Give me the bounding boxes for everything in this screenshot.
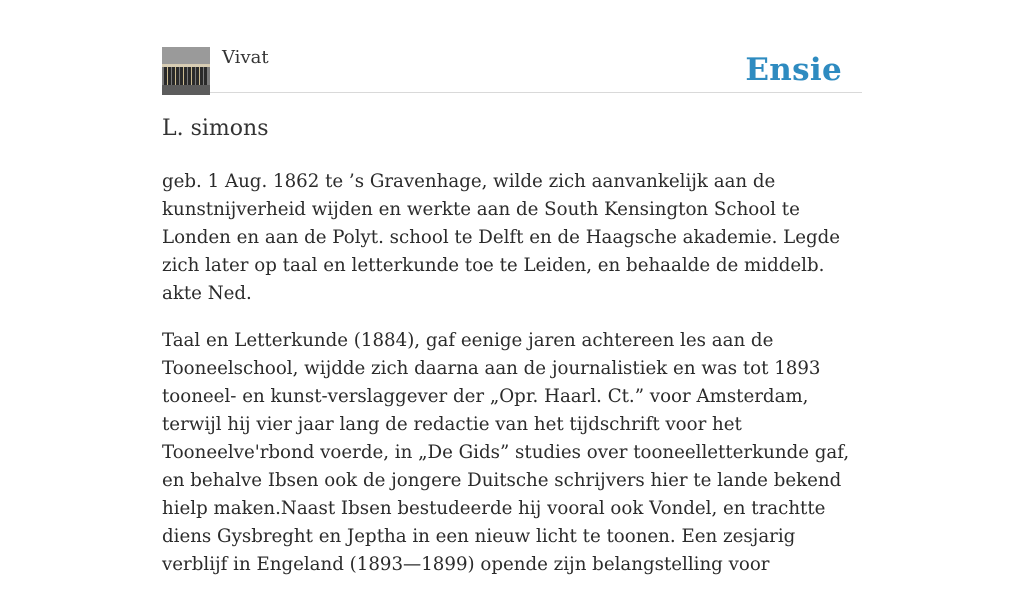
page-title: L. simons [162, 116, 269, 141]
article-body [162, 168, 864, 598]
avatar[interactable] [162, 47, 210, 95]
author-name[interactable]: Vivat [222, 47, 269, 68]
header [162, 46, 862, 93]
paragraph-2: Taal en Letterkunde (1884), gaf eenige jaren achtereen les aan de Tooneelschool, wijdde zich daarna aan de journalistiek en was tot 1893 tooneel- en kunst-verslaggever der „Opr. Haarl. Ct.” voor Amsterdam, terwijl hij vier jaar lang de redactie van het tijdschrift voor het Tooneelve'rbond voerde, in „De Gids” studies over tooneelletterkunde gaf, en behalve Ibsen ook de jongere Duitsche schrijvers hier te lande bekend hielp maken.Naast Ibsen bestudeerde hij vooral ook Vondel, en trachtte diens Gysbreght en Jeptha in een nieuw licht te toonen. Een zesjarig verblijf in Engeland (1893—1899) opende zijn belangstelling voor [162, 330, 850, 575]
paragraph-1: geb. 1 Aug. 1862 te ’s Gravenhage, wilde zich aanvankelijk aan de kunstnijverheid wijden en werkte aan de South Kensington School te Londen en aan de Polyt. school te Delft en de Haagsche akademie. Legde zich later op taal en letterkunde toe te Leiden, en behaalde de middelb. akte Ned. [162, 171, 841, 304]
brand-logo[interactable]: Ensie [745, 52, 842, 88]
bookshelf-avatar-image [162, 47, 210, 95]
